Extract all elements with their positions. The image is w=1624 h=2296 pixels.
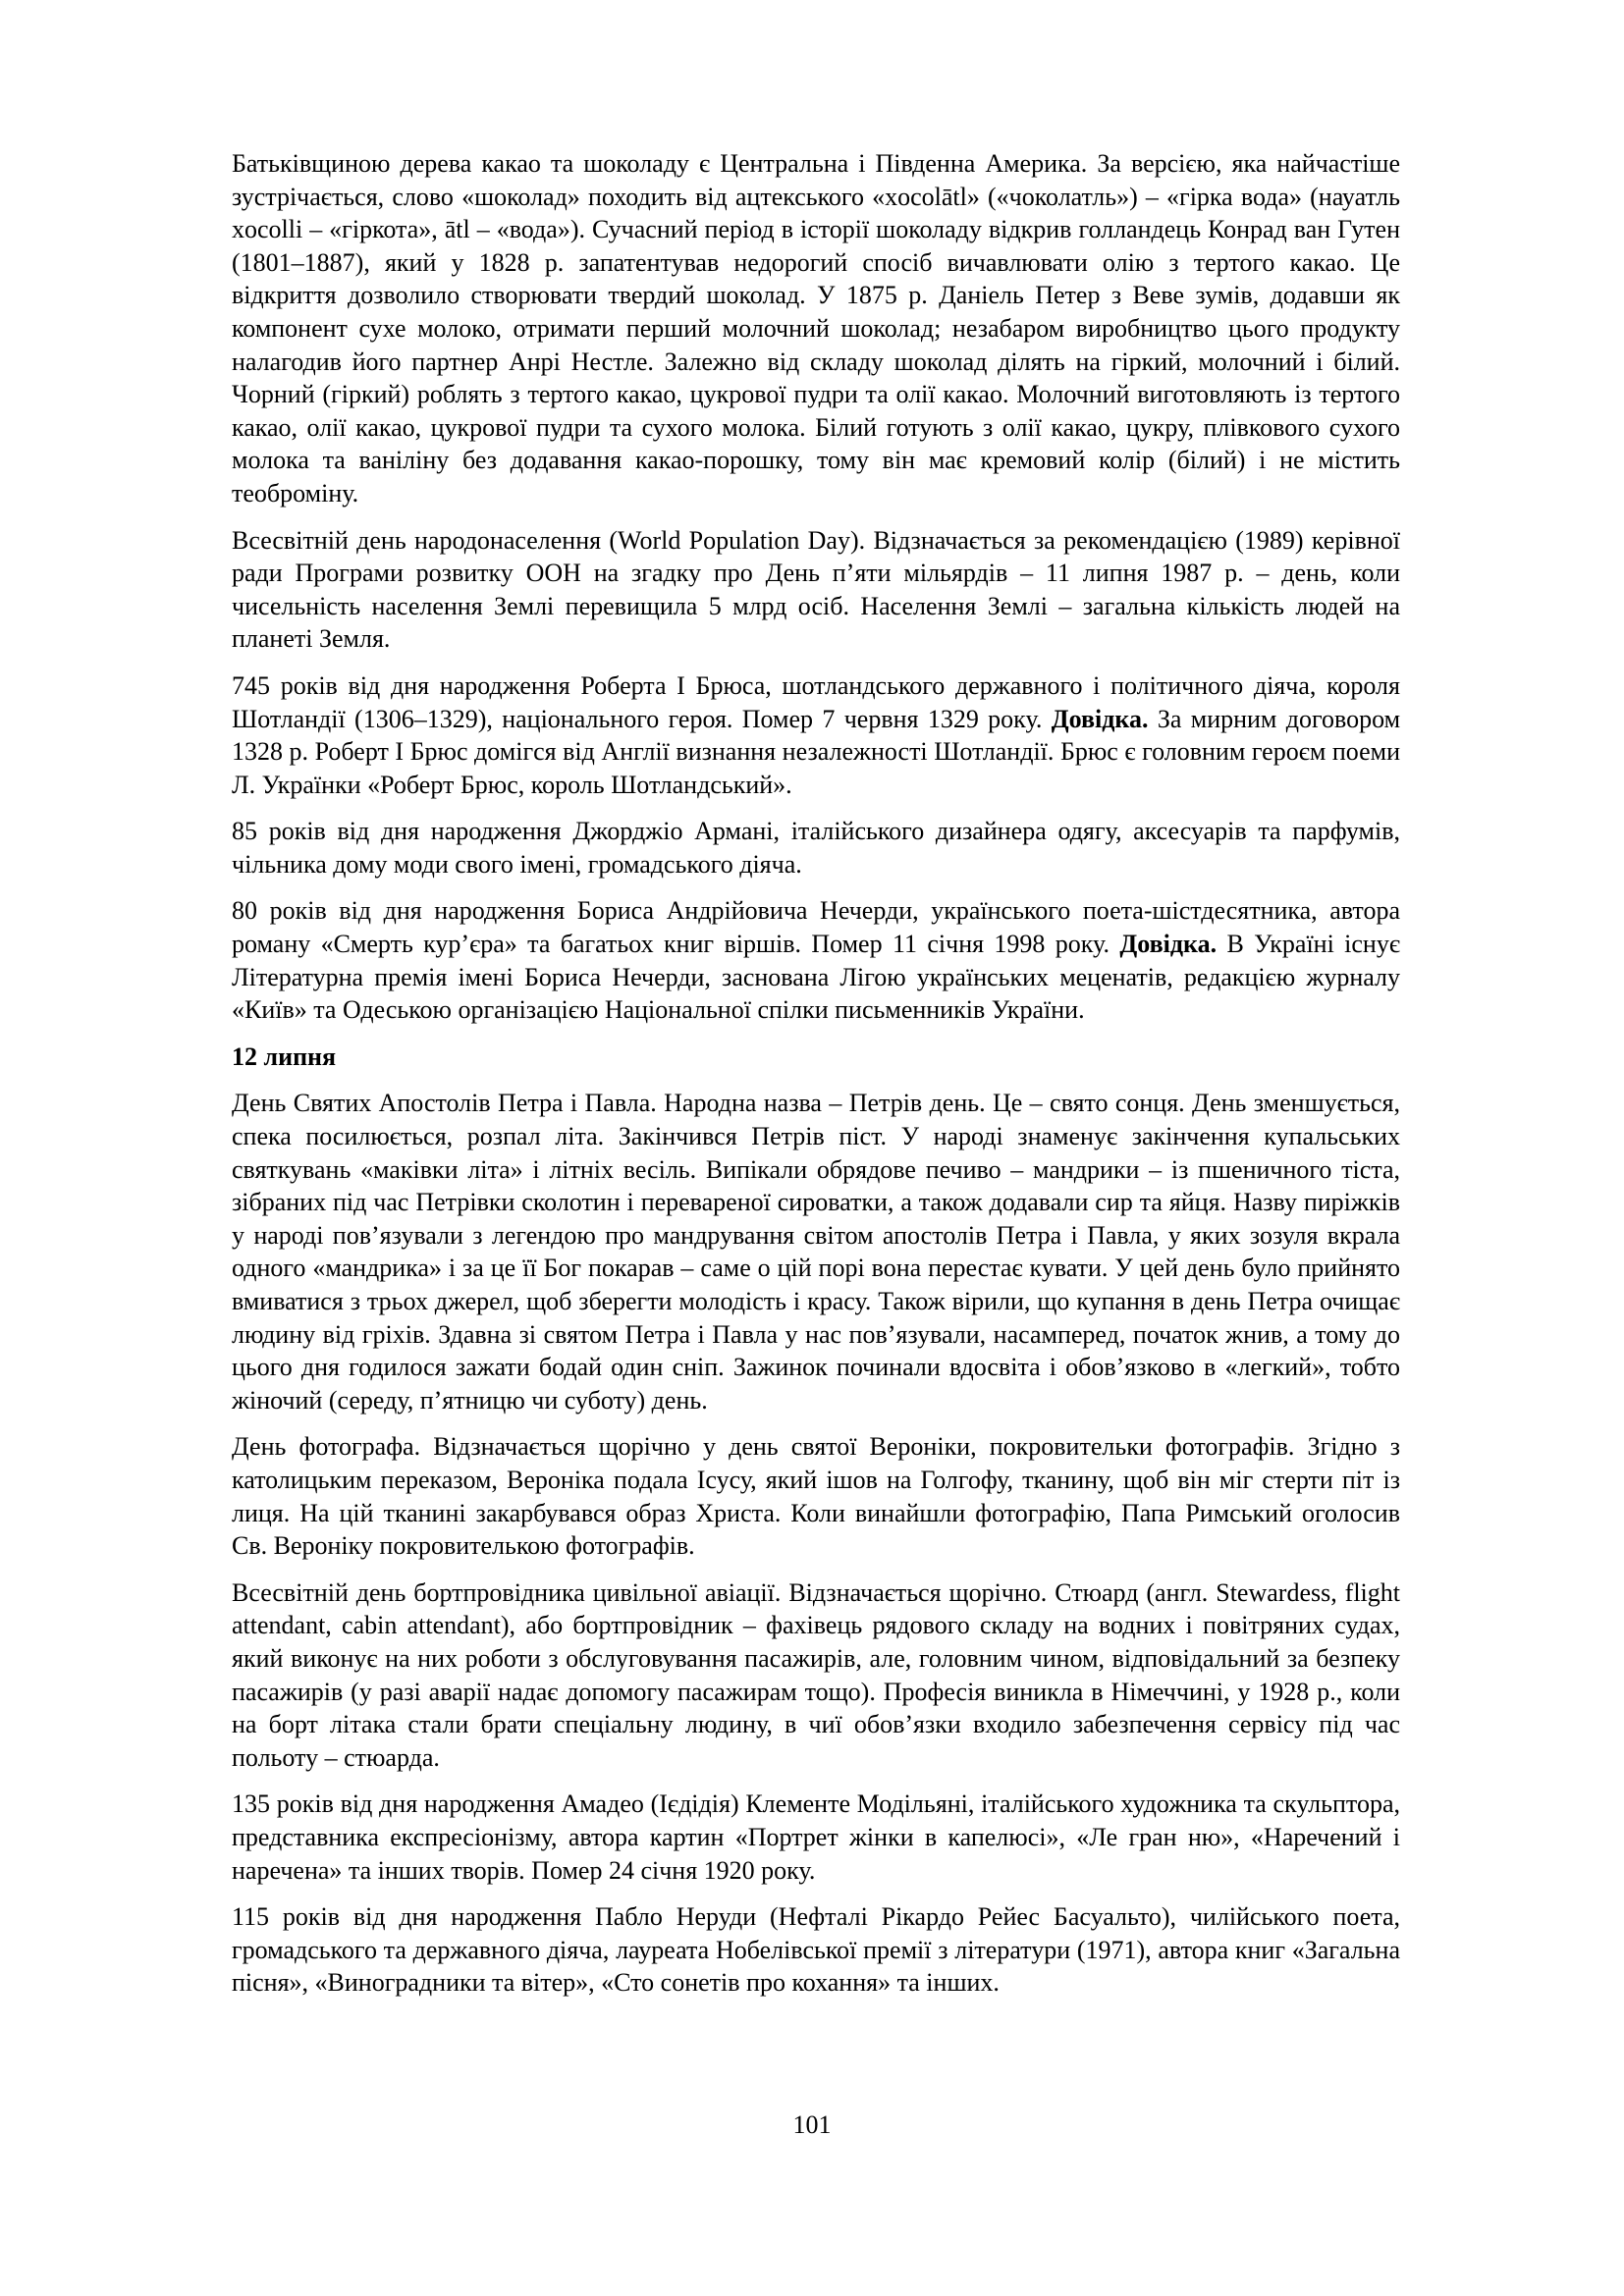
paragraph-text: 80 років від дня народження Бориса Андрійовича Нечерди, українського поета-шістдесятника, автора роману «Смерть кур’єра» та багатьох книг віршів. Помер 11 січня 1998 року.	[232, 896, 1400, 959]
paragraph-neruda: 115 років від дня народження Пабло Неруди (Нефталі Рікардо Рейес Басуальто), чилійського поета, громадського та державного діяча, лауреата Нобелівської премії з літератури (1971), автора книг «Загальна пісня», «Виноградники та вітер», «Сто сонетів про кохання» та інших.	[232, 1902, 1400, 1998]
paragraph-chocolate-history: Батьківщиною дерева какао та шоколаду є Центральна і Південна Америка. За версією, яка найчастіше зустрічається, слово «шоколад» походить від ацтекського «xocolātl» («чоколатль») – «гірка вода» (науатль xocolli – «гіркота», ātl – «вода»). Сучасний період в історії шоколаду відкрив голландець Конрад ван Гутен (1801–1887), який у 1828 р. запатентував недорогий спосіб вичавлювати олію з тертого какао. Це відкриття дозволило створювати твердий шоколад. У 1875 р. Даніель Петер з Веве зумів, додавши як компонент сухе молоко, отримати перший молочний шоколад; незабаром виробництво цього продукту налагодив його партнер Анрі Нестле. Залежно від складу шоколад ділять на гіркий, молочний і білий. Чорний (гіркий) роблять з тертого какао, цукрової пудри та олії какао. Молочний виготовляють із тертого какао, олії какао, цукрової пудри та сухого молока. Білий готують з олії какао, цукру, плівкового сухого молока та ваніліну без додавання какао-порошку, тому він має кремовий колір (білий) і не містить теоброміну.	[232, 149, 1400, 507]
paragraph-peter-paul-day: День Святих Апостолів Петра і Павла. Народна назва – Петрів день. Це – свято сонця. День зменшується, спека посилюється, розпал літа. Закінчився Петрів піст. У народі знаменує закінчення купальських святкувань «маківки літа» і літніх весіль. Випікали обрядове печиво – мандрики – із пшеничного тіста, зібраних під час Петрівки сколотин і перевареної сироватки, а також додавали сир та яйця. Назву пиріжків у народі пов’язували з легендою про мандрування світом апостолів Петра і Павла, у яких зозуля вкрала одного «мандрика» і за це її Бог покарав – саме о цій порі вона перестає кувати. У цей день було прийнято вмиватися з трьох джерел, щоб зберегти молодість і красу. Також вірили, що купання в день Петра очищає людину від гріхів. Здавна зі святом Петра і Павла у нас пов’язували, насамперед, початок жнив, а тому до цього дня годилося зажати бодай один сніп. Зажинок починали вдосвіта і обов’язково в «легкий», тобто жіночий (середу, п’ятницю чи суботу) день.	[232, 1089, 1400, 1415]
paragraph-photographer-day: День фотографа. Відзначається щорічно у день святої Вероніки, покровительки фотографів. Згідно з католицьким переказом, Вероніка подала Ісусу, який ішов на Голгофу, тканину, щоб він міг стерти піт із лиця. На цій тканині закарбувався образ Христа. Коли винайшли фотографію, Папа Римський оголосив Св. Вероніку покровителькою фотографів.	[232, 1432, 1400, 1561]
paragraph-text: 745 років від дня народження Роберта I Брюса, шотландського державного і політичного діяча, короля Шотландії (1306–1329), національного героя. Помер 7 червня 1329 року.	[232, 670, 1400, 733]
reference-label: Довідка.	[1119, 930, 1218, 959]
paragraph-modigliani: 135 років від дня народження Амадео (Ієдідія) Клементе Модільяні, італійського художника та скульптора, представника експресіонізму, автора картин «Портрет жінки в капелюсі», «Ле гран ню», «Наречений і наречена» та інших творів. Помер 24 січня 1920 року.	[232, 1789, 1400, 1885]
document-body	[232, 147, 1400, 2013]
paragraph-borys-necherda	[232, 894, 1400, 1026]
paragraph-robert-bruce	[232, 669, 1400, 801]
page-number: 101	[792, 2110, 832, 2139]
paragraph-text: В Україні існує Літературна премія імені Бориса Нечерди, заснована Лігою українських меценатів, редакцією журналу «Київ» та Одеською організацією Національної спілки письменників України.	[232, 930, 1401, 1025]
reference-label: Довідка.	[1051, 704, 1149, 733]
paragraph-flight-attendant-day: Всесвітній день бортпровідника цивільної авіації. Відзначається щорічно. Стюард (англ. Stewardess, flight attendant, cabin attendant), або бортпровідник – фахівець рядового складу на водних і повітряних судах, який виконує на них роботи з обслуговування пасажирів, але, головним чином, відповідальний за безпеку пасажирів (у разі аварії надає допомогу пасажирам тощо). Професія виникла в Німеччині, у 1928 р., коли на борт літака стали брати спеціальну людину, в чиї обов’язки входило забезпечення сервісу під час польоту – стюарда.	[232, 1577, 1400, 1772]
paragraph-giorgio-armani: 85 років від дня народження Джорджіо Армані, італійського дизайнера одягу, аксесуарів та парфумів, чільника дому моди свого імені, громадського діяча.	[232, 817, 1400, 879]
date-heading: 12 липня	[232, 1041, 337, 1071]
paragraph-world-population-day: Всесвітній день народонаселення (World Population Day). Відзначається за рекомендацією (1989) керівної ради Програми розвитку ООН на згадку про День п’яти мільярдів – 11 липня 1987 р. – день, коли чисельність населення Землі перевищила 5 млрд осіб. Населення Землі – загальна кількість людей на планеті Земля.	[232, 525, 1400, 654]
paragraph-text: За мирним договором 1328 р. Роберт I Брюс домігся від Англії визнання незалежності Шотландії. Брюс є головним героєм поеми Л. Українки «Роберт Брюс, король Шотландський».	[232, 704, 1401, 799]
